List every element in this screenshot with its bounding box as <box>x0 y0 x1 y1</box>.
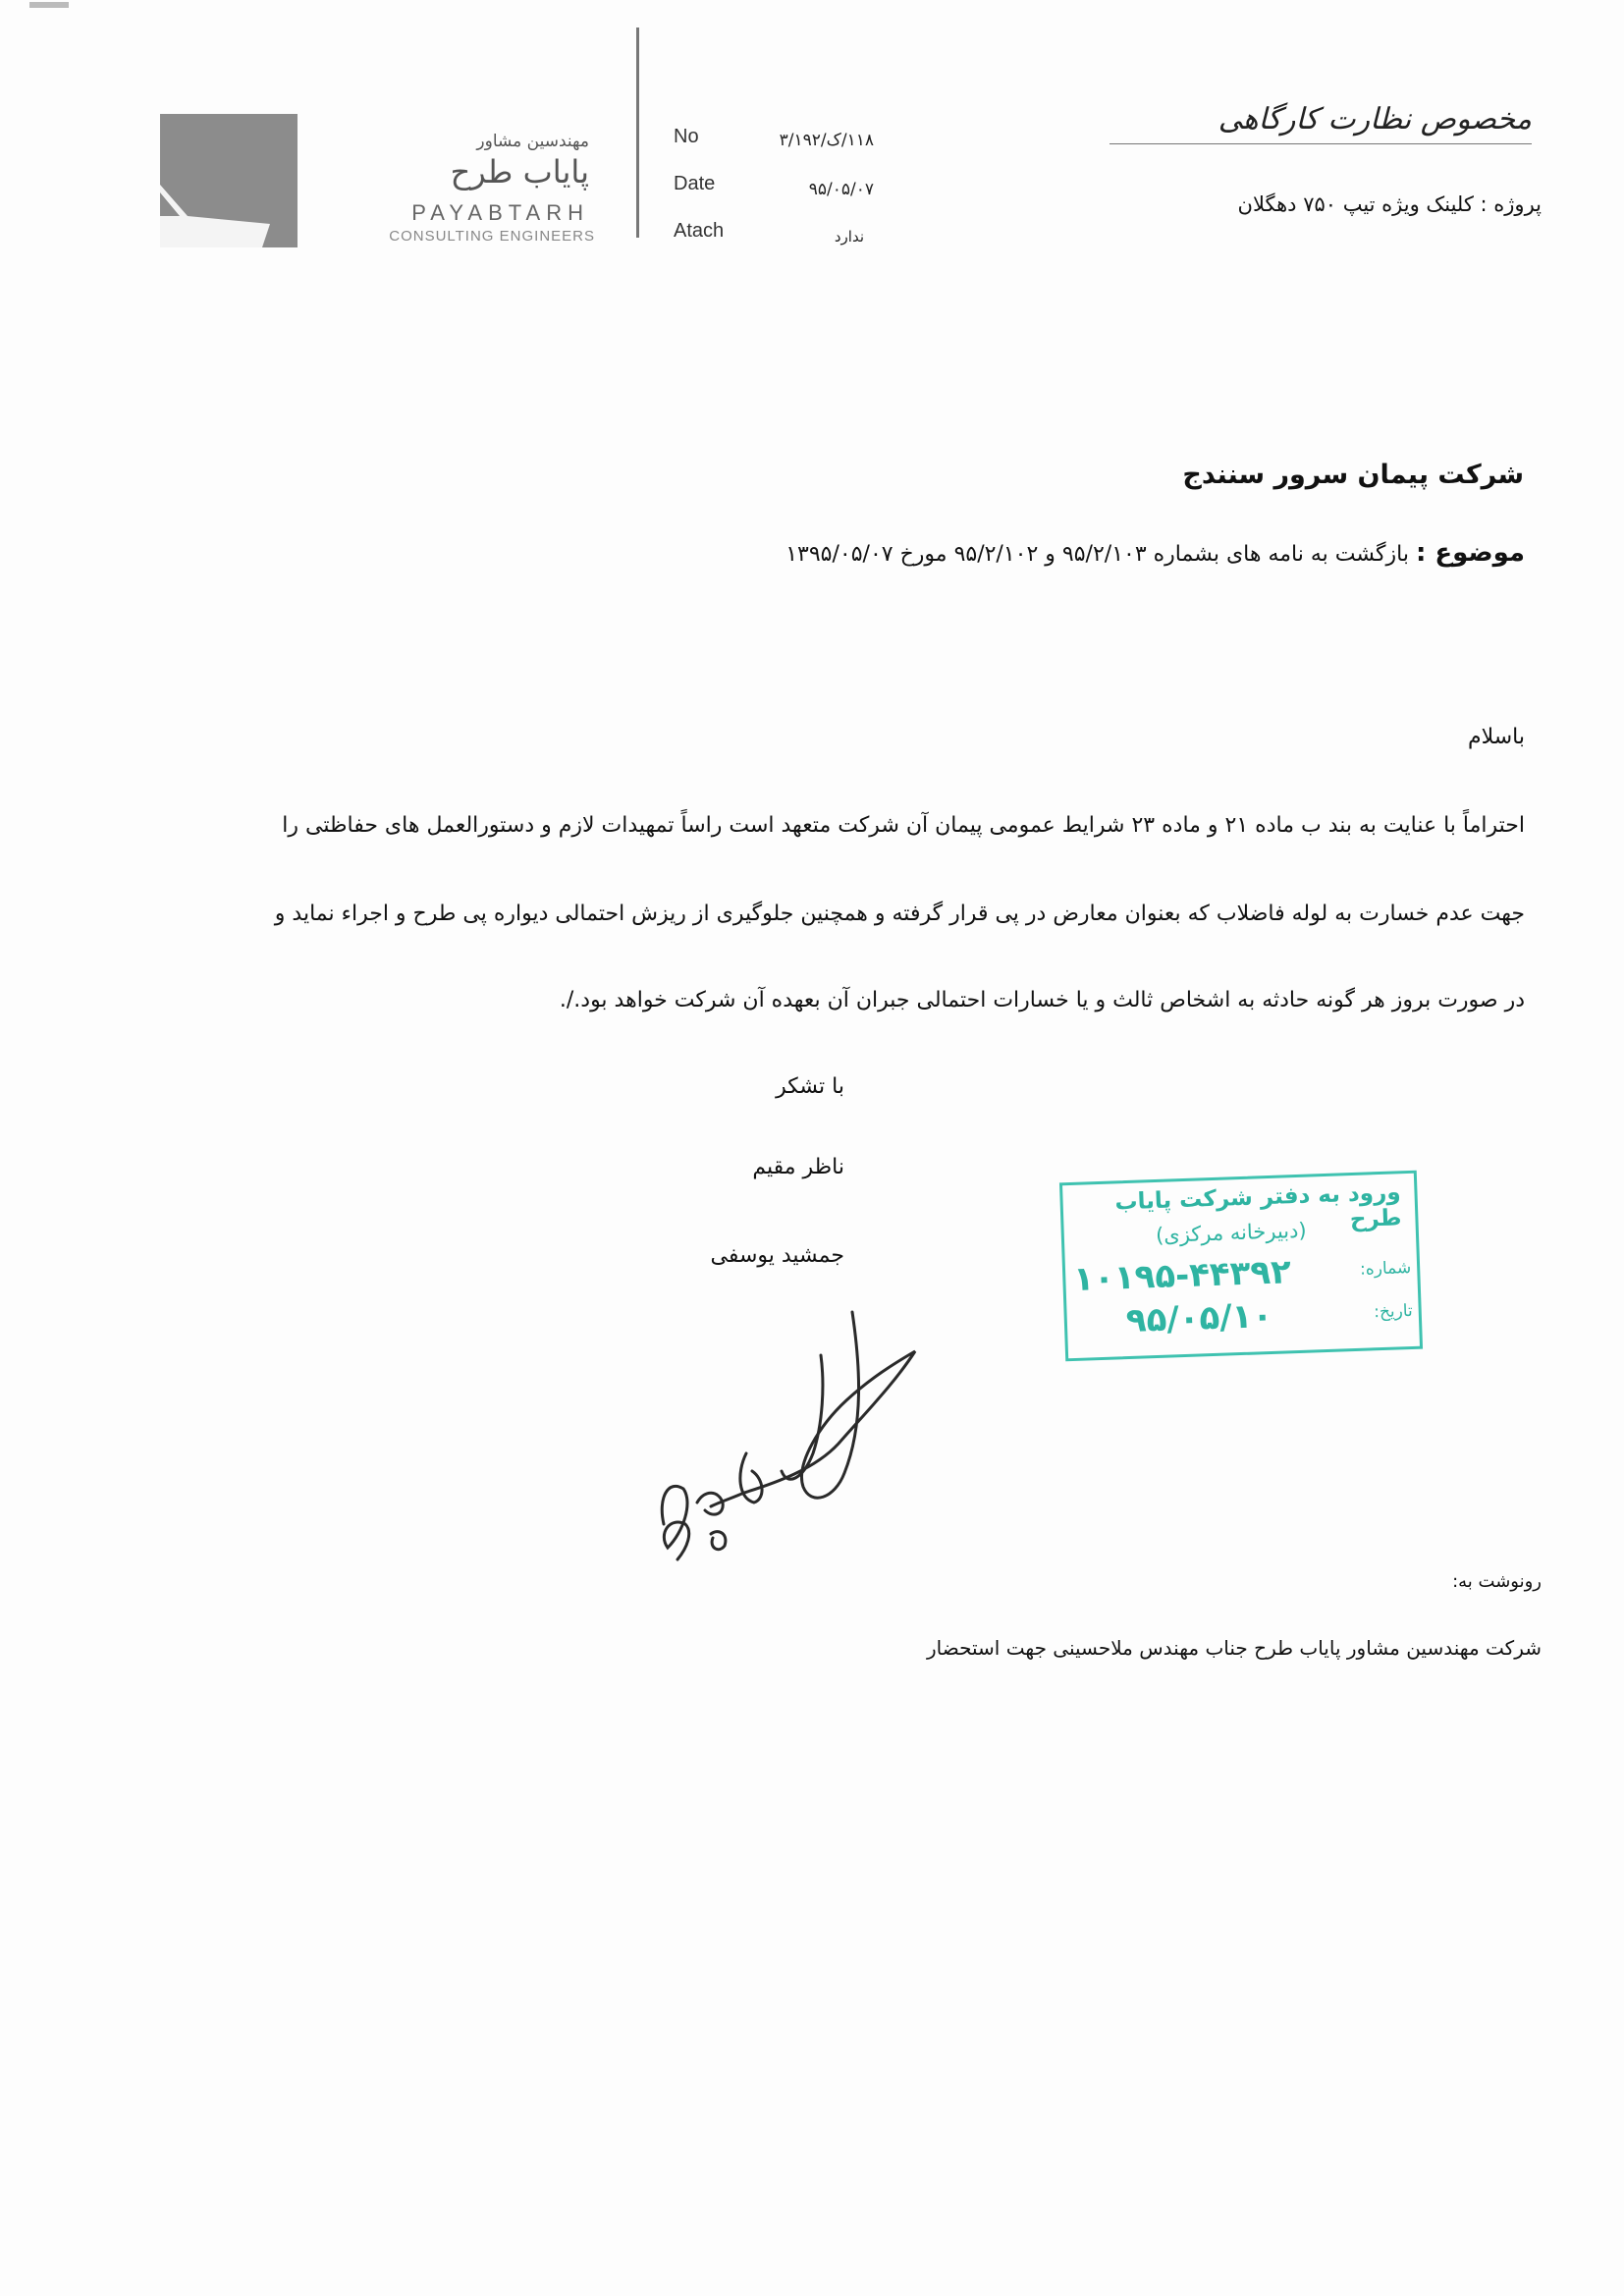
addressee: شرکت پیمان سرور سنندج <box>1182 460 1524 490</box>
body-line: احتراماً با عنایت به بند ب ماده ۲۱ و ماده ۲۳ شرایط عمومی پیمان آن شرکت متعهد است راساً تمهیدات لازم و دستورالعمل های حفاظتی را <box>282 813 1525 838</box>
closing: با تشکر <box>776 1074 844 1099</box>
scan-mark <box>29 2 69 8</box>
body-line: جهت عدم خسارت به لوله فاضلاب که بعنوان معارض در پی قرار گرفته و همچنین جلوگیری از ریزش احتمالی دیواره پی طرح و اجراء نماید و <box>274 902 1525 926</box>
subject-text: بازگشت به نامه های بشماره ۹۵/۲/۱۰۳ و ۹۵/۲/۱۰۲ مورخ ۱۳۹۵/۰۵/۰۷ <box>785 542 1409 567</box>
attach-value: ندارد <box>834 228 864 246</box>
header-divider <box>636 27 639 238</box>
logo-english-name: PAYABTARH <box>411 200 589 225</box>
signer-name: جمشید یوسفی <box>710 1243 844 1268</box>
copy-recipient: شرکت مهندسین مشاور پایاب طرح جناب مهندس ملاحسینی جهت استحضار <box>927 1636 1542 1660</box>
signer-role: ناظر مقیم <box>752 1155 844 1179</box>
greeting: باسلام <box>1467 725 1525 749</box>
company-logo <box>160 114 298 247</box>
logo-english-subtitle: CONSULTING ENGINEERS <box>389 228 595 245</box>
subject-line <box>589 538 1525 568</box>
logo-emblem-icon <box>160 114 298 247</box>
date-label: Date <box>674 173 716 194</box>
stamp-date-value: ۹۵/۰۵/۱۰ <box>1125 1295 1273 1341</box>
stamp-subtitle: (دبیرخانه مرکزی) <box>1155 1218 1307 1248</box>
supervision-heading: مخصوص نظارت کارگاهی <box>1218 102 1532 137</box>
heading-underline <box>1110 143 1532 144</box>
number-label: No <box>674 126 699 147</box>
subject-label: موضوع : <box>1415 538 1525 568</box>
number-value: ۱۱۸/ک/۳/۱۹۲ <box>779 131 874 150</box>
logo-persian-name: پایاب طرح <box>450 153 589 191</box>
receipt-stamp <box>1059 1171 1423 1362</box>
logo-persian-subtitle: مهندسین مشاور <box>476 132 589 151</box>
attach-label: Atach <box>674 220 725 242</box>
stamp-date-label: تاریخ: <box>1373 1300 1414 1323</box>
project-line: پروژه : کلینک ویژه تیپ ۷۵۰ دهگلان <box>1237 192 1542 216</box>
handwritten-signature <box>628 1306 982 1571</box>
stamp-number-label: شماره: <box>1359 1257 1412 1280</box>
stamp-title: ورود به دفتر شرکت پایاب طرح <box>1114 1179 1402 1233</box>
date-value: ۹۵/۰۵/۰۷ <box>808 180 874 199</box>
body-line: در صورت بروز هر گونه حادثه به اشخاص ثالث و یا خسارات احتمالی جبران آن بعهده آن شرکت خواهد بود./. <box>559 988 1525 1012</box>
stamp-number-value: ۱۰۱۹۵-۴۴۳۹۲ <box>1072 1252 1292 1299</box>
copy-label: رونوشت به: <box>1452 1571 1542 1592</box>
